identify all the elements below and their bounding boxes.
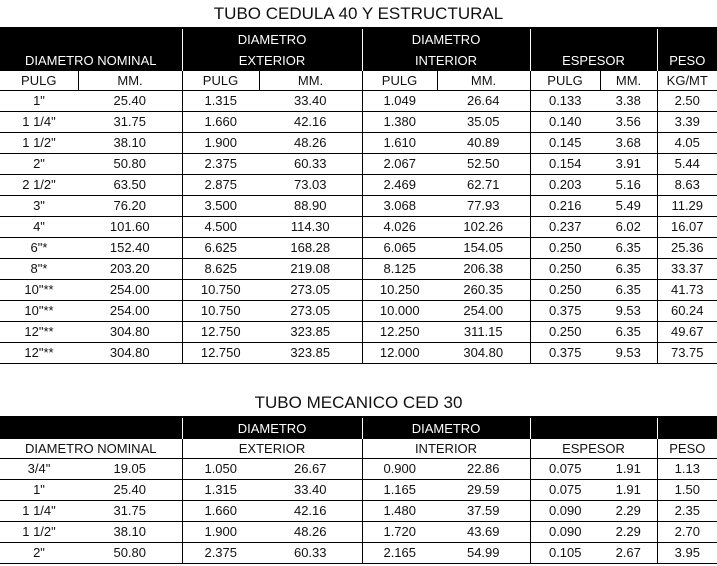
subheader-cell: MM. xyxy=(600,71,657,91)
table-cell: 154.05 xyxy=(437,238,530,259)
subheader-row xyxy=(0,439,717,459)
table-cell: 1 1/4" xyxy=(0,501,78,522)
table-cell: 219.08 xyxy=(259,259,362,280)
table-cell: 2.50 xyxy=(657,91,717,112)
table-cell: 203.20 xyxy=(78,259,182,280)
table-cell: 3/4" xyxy=(0,459,78,480)
table-cell: 54.99 xyxy=(437,543,530,564)
table-cell: 0.105 xyxy=(530,543,600,564)
table-cell: 10"** xyxy=(0,301,78,322)
table-cell: 1.13 xyxy=(657,459,717,480)
table-cell: 1.660 xyxy=(182,501,259,522)
table-row xyxy=(0,154,717,175)
table-mecanico-ced-30 xyxy=(0,389,717,564)
table-cell: 4.500 xyxy=(182,217,259,238)
table-cell: 9.53 xyxy=(600,301,657,322)
table-cell: 2.35 xyxy=(657,501,717,522)
table-row xyxy=(0,112,717,133)
table-cell: 88.90 xyxy=(259,196,362,217)
table-cell: 0.250 xyxy=(530,238,600,259)
header-interior: INTERIOR xyxy=(362,439,530,459)
table-row xyxy=(0,280,717,301)
table-cell: 0.900 xyxy=(362,459,437,480)
header-blank xyxy=(657,28,717,50)
table-cell: 5.16 xyxy=(600,175,657,196)
table-cell: 1 1/4" xyxy=(0,112,78,133)
table-cell: 73.03 xyxy=(259,175,362,196)
table-cell: 50.80 xyxy=(78,543,182,564)
table-cell: 12"** xyxy=(0,322,78,343)
table-cell: 12.000 xyxy=(362,343,437,364)
table-cell: 1" xyxy=(0,480,78,501)
table-row xyxy=(0,322,717,343)
table-cell: 6.35 xyxy=(600,280,657,301)
table-cell: 8.125 xyxy=(362,259,437,280)
table-cell: 60.33 xyxy=(259,543,362,564)
table-cell: 1.315 xyxy=(182,480,259,501)
table-cell: 3.068 xyxy=(362,196,437,217)
subheader-row xyxy=(0,71,717,91)
table-cell: 1.380 xyxy=(362,112,437,133)
table-cell: 206.38 xyxy=(437,259,530,280)
table-cell: 1.900 xyxy=(182,522,259,543)
table-cell: 6.35 xyxy=(600,259,657,280)
table-cell: 3.39 xyxy=(657,112,717,133)
table-cell: 4" xyxy=(0,217,78,238)
table-cell: 9.53 xyxy=(600,343,657,364)
table-cell: 22.86 xyxy=(437,459,530,480)
table-cell: 304.80 xyxy=(78,343,182,364)
table-cell: 2.29 xyxy=(600,501,657,522)
table-cell: 323.85 xyxy=(259,343,362,364)
table-row xyxy=(0,196,717,217)
table-cell: 0.375 xyxy=(530,301,600,322)
subheader-cell: KG/MT xyxy=(657,71,717,91)
table-cell: 4.05 xyxy=(657,133,717,154)
table-cell: 260.35 xyxy=(437,280,530,301)
table-cell: 2.067 xyxy=(362,154,437,175)
table-cell: 0.133 xyxy=(530,91,600,112)
table-cell: 2" xyxy=(0,543,78,564)
table-cell: 11.29 xyxy=(657,196,717,217)
header-blank xyxy=(0,28,182,50)
table-cell: 62.71 xyxy=(437,175,530,196)
table-cell: 60.33 xyxy=(259,154,362,175)
table-cell: 77.93 xyxy=(437,196,530,217)
table-cell: 273.05 xyxy=(259,280,362,301)
table-row xyxy=(0,301,717,322)
table-cell: 2.375 xyxy=(182,543,259,564)
table-cell: 0.090 xyxy=(530,501,600,522)
table-row xyxy=(0,543,717,564)
table-cell: 2 1/2" xyxy=(0,175,78,196)
table-cell: 0.090 xyxy=(530,522,600,543)
table-cell: 12"** xyxy=(0,343,78,364)
table-row xyxy=(0,91,717,112)
table-cell: 1.660 xyxy=(182,112,259,133)
table-cell: 102.26 xyxy=(437,217,530,238)
table-cell: 38.10 xyxy=(78,133,182,154)
table-cell: 35.05 xyxy=(437,112,530,133)
table-cell: 42.16 xyxy=(259,112,362,133)
table-cell: 2.875 xyxy=(182,175,259,196)
table-cell: 3.95 xyxy=(657,543,717,564)
table-cell: 10.750 xyxy=(182,280,259,301)
table-cell: 12.750 xyxy=(182,322,259,343)
table-cell: 19.05 xyxy=(78,459,182,480)
table-row xyxy=(0,459,717,480)
table-cell: 8.625 xyxy=(182,259,259,280)
table-cell: 168.28 xyxy=(259,238,362,259)
table-cell: 304.80 xyxy=(437,343,530,364)
table-cell: 37.59 xyxy=(437,501,530,522)
table-cell: 6"* xyxy=(0,238,78,259)
table-cell: 5.44 xyxy=(657,154,717,175)
table-cell: 42.16 xyxy=(259,501,362,522)
subheader-cell: MM. xyxy=(259,71,362,91)
table-cell: 33.40 xyxy=(259,480,362,501)
table-cell: 1.165 xyxy=(362,480,437,501)
subheader-cell: PULG xyxy=(0,71,78,91)
table-cell: 3.68 xyxy=(600,133,657,154)
header-exterior: EXTERIOR xyxy=(182,50,362,71)
table-body xyxy=(0,91,717,364)
subheader-cell: MM. xyxy=(78,71,182,91)
table-row xyxy=(0,175,717,196)
table-cell: 48.26 xyxy=(259,133,362,154)
table-cell: 254.00 xyxy=(78,301,182,322)
table-cell: 6.35 xyxy=(600,322,657,343)
table-cell: 0.216 xyxy=(530,196,600,217)
table-cell: 10.000 xyxy=(362,301,437,322)
table-cell: 3.38 xyxy=(600,91,657,112)
table-row xyxy=(0,522,717,543)
table-cell: 16.07 xyxy=(657,217,717,238)
table-cell: 73.75 xyxy=(657,343,717,364)
header-diametro: DIAMETRO xyxy=(182,417,362,439)
table-cell: 1" xyxy=(0,91,78,112)
subheader-cell: PULG xyxy=(182,71,259,91)
header-interior: INTERIOR xyxy=(362,50,530,71)
table-cell: 63.50 xyxy=(78,175,182,196)
table-cell: 0.250 xyxy=(530,322,600,343)
table-cell: 8.63 xyxy=(657,175,717,196)
table-cell: 33.40 xyxy=(259,91,362,112)
table-cell: 6.625 xyxy=(182,238,259,259)
table-cell: 3.500 xyxy=(182,196,259,217)
table-cell: 1.720 xyxy=(362,522,437,543)
table-cell: 1.900 xyxy=(182,133,259,154)
table-cell: 2" xyxy=(0,154,78,175)
table-cell: 1 1/2" xyxy=(0,133,78,154)
table-cell: 48.26 xyxy=(259,522,362,543)
header-diametro: DIAMETRO xyxy=(362,28,530,50)
table-cell: 1.50 xyxy=(657,480,717,501)
header-blank xyxy=(0,417,182,439)
table-cell: 10.750 xyxy=(182,301,259,322)
table-body xyxy=(0,459,717,564)
table-cell: 1.91 xyxy=(600,480,657,501)
header-diametro-nominal: DIAMETRO NOMINAL xyxy=(0,50,182,71)
table-cell: 1.050 xyxy=(182,459,259,480)
table-cell: 152.40 xyxy=(78,238,182,259)
table-cell: 2.165 xyxy=(362,543,437,564)
header-blank xyxy=(657,417,717,439)
table-cell: 6.35 xyxy=(600,238,657,259)
table-cell: 311.15 xyxy=(437,322,530,343)
table-cell: 76.20 xyxy=(78,196,182,217)
table-cell: 2.67 xyxy=(600,543,657,564)
table-cell: 254.00 xyxy=(78,280,182,301)
table-cell: 25.40 xyxy=(78,480,182,501)
table-cell: 10"** xyxy=(0,280,78,301)
header-diametro-nominal: DIAMETRO NOMINAL xyxy=(0,439,182,459)
table-cell: 49.67 xyxy=(657,322,717,343)
table-row xyxy=(0,259,717,280)
table-cell: 33.37 xyxy=(657,259,717,280)
subheader-cell: MM. xyxy=(437,71,530,91)
table-cell: 1.91 xyxy=(600,459,657,480)
table-cell: 0.140 xyxy=(530,112,600,133)
table-cell: 8"* xyxy=(0,259,78,280)
table-cell: 40.89 xyxy=(437,133,530,154)
table-cell: 4.026 xyxy=(362,217,437,238)
table-cell: 6.065 xyxy=(362,238,437,259)
table-row xyxy=(0,217,717,238)
header-peso: PESO xyxy=(657,50,717,71)
table-cell: 26.67 xyxy=(259,459,362,480)
table-cell: 254.00 xyxy=(437,301,530,322)
table-cell: 26.64 xyxy=(437,91,530,112)
table-cell: 0.250 xyxy=(530,280,600,301)
table-cell: 0.203 xyxy=(530,175,600,196)
table-cell: 0.250 xyxy=(530,259,600,280)
table-cell: 0.075 xyxy=(530,459,600,480)
table-cell: 50.80 xyxy=(78,154,182,175)
header-diametro: DIAMETRO xyxy=(362,417,530,439)
table-cell: 1.049 xyxy=(362,91,437,112)
table-cell: 52.50 xyxy=(437,154,530,175)
table-cell: 3.91 xyxy=(600,154,657,175)
table-cell: 6.02 xyxy=(600,217,657,238)
table-cell: 31.75 xyxy=(78,501,182,522)
table-cell: 2.29 xyxy=(600,522,657,543)
table-row xyxy=(0,480,717,501)
table-cell: 2.375 xyxy=(182,154,259,175)
table-title: TUBO CEDULA 40 Y ESTRUCTURAL xyxy=(0,0,717,28)
header-diametro: DIAMETRO xyxy=(182,28,362,50)
header-exterior: EXTERIOR xyxy=(182,439,362,459)
table-title: TUBO MECANICO CED 30 xyxy=(0,389,717,417)
table-cell: 60.24 xyxy=(657,301,717,322)
table-cell: 0.375 xyxy=(530,343,600,364)
table-cell: 2.469 xyxy=(362,175,437,196)
table-cell: 273.05 xyxy=(259,301,362,322)
table-cell: 25.40 xyxy=(78,91,182,112)
table-cell: 0.145 xyxy=(530,133,600,154)
table-cell: 38.10 xyxy=(78,522,182,543)
table-cell: 41.73 xyxy=(657,280,717,301)
table-cell: 114.30 xyxy=(259,217,362,238)
table-cell: 304.80 xyxy=(78,322,182,343)
table-cell: 1.610 xyxy=(362,133,437,154)
table-row xyxy=(0,501,717,522)
table-cell: 5.49 xyxy=(600,196,657,217)
table-cell: 2.70 xyxy=(657,522,717,543)
table-cell: 323.85 xyxy=(259,322,362,343)
table-cell: 29.59 xyxy=(437,480,530,501)
table-cell: 25.36 xyxy=(657,238,717,259)
table-cell: 3.56 xyxy=(600,112,657,133)
table-cell: 31.75 xyxy=(78,112,182,133)
table-cell: 0.154 xyxy=(530,154,600,175)
header-espesor: ESPESOR xyxy=(530,50,657,71)
table-cell: 1.315 xyxy=(182,91,259,112)
table-row xyxy=(0,133,717,154)
header-blank xyxy=(530,28,657,50)
table-cell: 3" xyxy=(0,196,78,217)
header-espesor: ESPESOR xyxy=(530,439,657,459)
header-blank xyxy=(530,417,657,439)
table-cell: 0.075 xyxy=(530,480,600,501)
table-cell: 101.60 xyxy=(78,217,182,238)
table-cell: 12.250 xyxy=(362,322,437,343)
table-cell: 1.480 xyxy=(362,501,437,522)
table-cell: 43.69 xyxy=(437,522,530,543)
table-row xyxy=(0,238,717,259)
header-peso: PESO xyxy=(657,439,717,459)
table-cell: 12.750 xyxy=(182,343,259,364)
table-cell: 10.250 xyxy=(362,280,437,301)
table-cell: 1 1/2" xyxy=(0,522,78,543)
table-cell: 0.237 xyxy=(530,217,600,238)
subheader-cell: PULG xyxy=(530,71,600,91)
subheader-cell: PULG xyxy=(362,71,437,91)
table-row xyxy=(0,343,717,364)
